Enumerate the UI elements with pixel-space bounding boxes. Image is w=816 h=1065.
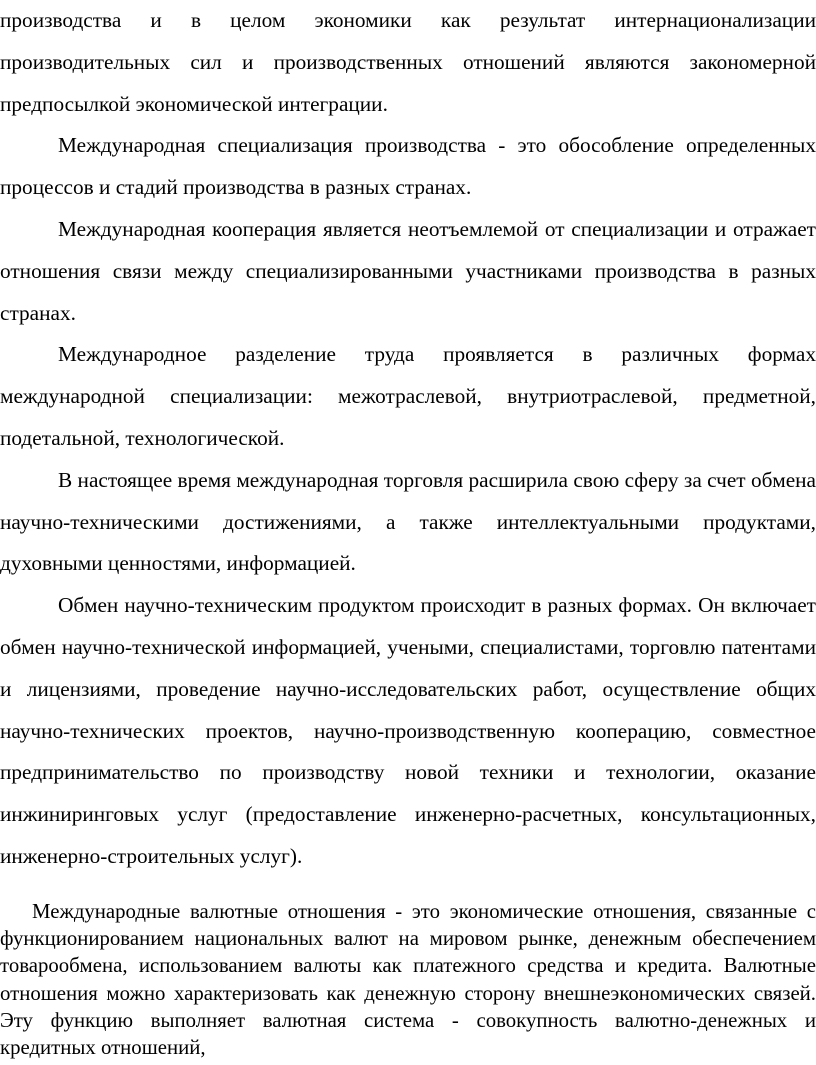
paragraph-currency-relations: Международные валютные отношения - это экономические отношения, связанные с функционированием национальных валют на мировом рынке, денежным обеспечением товарообмена, использованием валюты как платежного средства и кредита. Валютные отношения можно характеризовать как денежную сторону внешнеэкономических связей. Эту функцию выполняет валютная система - совокупность валютно-денежных и кредитных отношений, <box>0 900 816 1060</box>
paragraph-international-trade: В настоящее время международная торговля расширила свою сферу за счет обмена научно-техническими достижениями, а также интеллектуальными продуктами, духовными ценностями, информацией. <box>0 467 816 576</box>
paragraph-continuation: производства и в целом экономики как результат интернационализации производительных сил и производственных отношений являются закономерной предпосылкой экономической интеграции. <box>0 8 816 116</box>
paragraph-specialization: Международная специализация производства - это обособление определенных процессов и стадий производства в разных странах. <box>0 133 816 200</box>
currency-relations-block <box>0 898 816 1061</box>
paragraph-scientific-exchange: Обмен научно-техническим продуктом происходит в разных формах. Он включает обмен научно-технической информацией, учеными, специалистами, торговлю патентами и лицензиями, проведение научно-исследовательских работ, осуществление общих научно-технических проектов, научно-производственную кооперацию, совместное предпринимательство по производству новой техники и технологии, оказание инжиниринговых услуг (предоставление инженерно-расчетных, консультационных, инженерно-строительных услуг). <box>0 593 816 868</box>
paragraph-division-of-labor: Международное разделение труда проявляется в различных формах международной специализации: межотраслевой, внутриотраслевой, предметной, подетальной, технологической. <box>0 342 816 450</box>
paragraph-cooperation: Международная кооперация является неотъемлемой от специализации и отражает отношения связи между специализированными участниками производства в разных странах. <box>0 216 816 325</box>
